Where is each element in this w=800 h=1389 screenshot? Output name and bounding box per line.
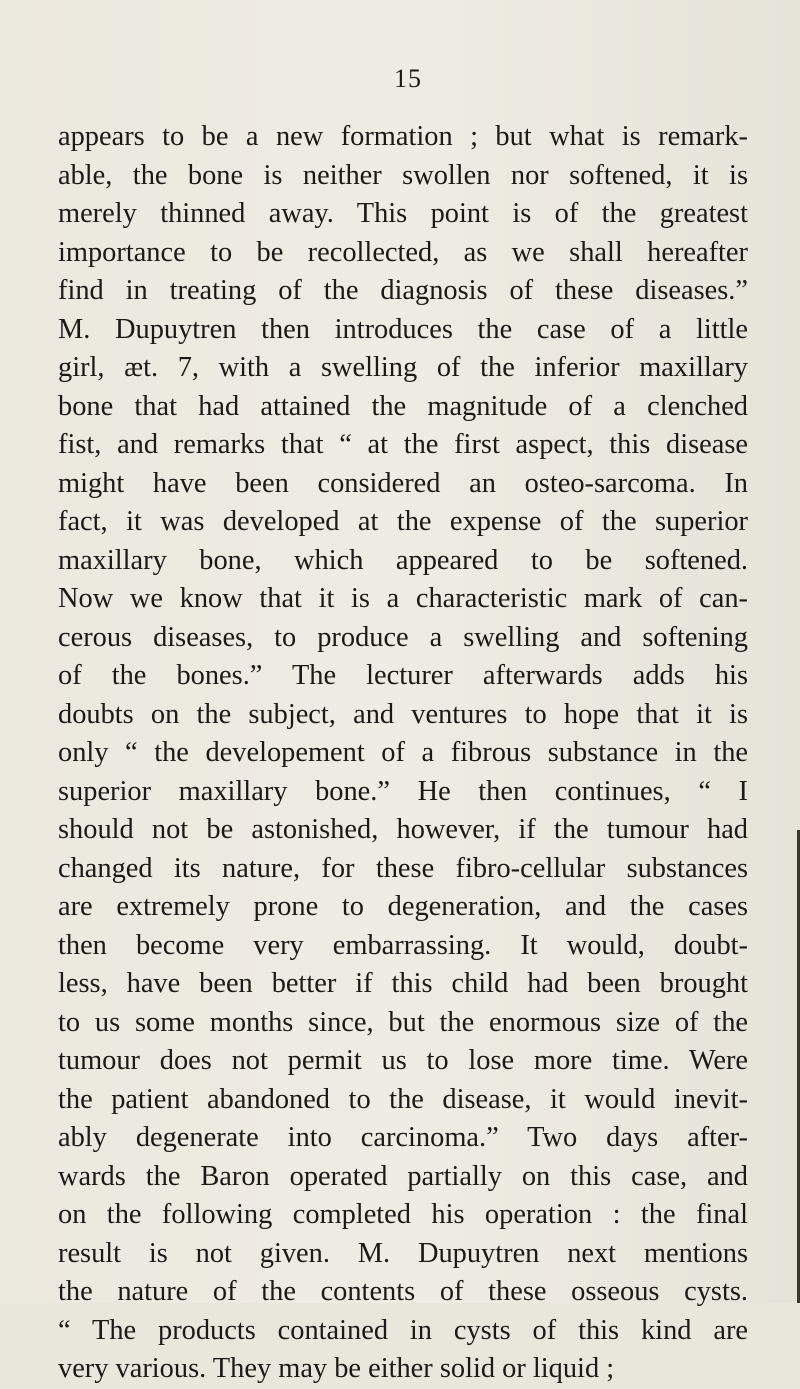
text-line: ably degenerate into carcinoma.” Two days after-: [58, 1122, 748, 1153]
text-line: tumour does not permit us to lose more time. Were: [58, 1045, 748, 1076]
text-line: maxillary bone, which appeared to be softened.: [58, 544, 748, 576]
text-line: doubts on the subject, and ventures to hope that it is: [58, 698, 748, 730]
body-text: [58, 118, 748, 1389]
text-line: girl, æt. 7, with a swelling of the inferior maxillary: [58, 352, 748, 383]
text-line: the patient abandoned to the disease, it would inevit-: [58, 1083, 748, 1115]
text-line: only “ the developement of a fibrous substance in the: [58, 737, 748, 768]
text-line: are extremely prone to degeneration, and the cases: [58, 891, 748, 922]
text-line: bone that had attained the magnitude of a clenched: [58, 390, 748, 422]
text-line: merely thinned away. This point is of the greatest: [58, 198, 748, 229]
page-number: 15: [394, 64, 422, 93]
text-line: very various. They may be either solid or liquid ;: [58, 1353, 615, 1384]
text-line: the nature of the contents of these osseous cysts.: [58, 1276, 748, 1307]
text-line: able, the bone is neither swollen nor softened, it is: [58, 159, 748, 191]
text-line: fist, and remarks that “ at the first aspect, this disease: [58, 429, 748, 460]
text-line: then become very embarrassing. It would, doubt-: [58, 929, 748, 961]
text-line: less, have been better if this child had been brought: [58, 968, 748, 999]
text-line: might have been considered an osteo-sarcoma. In: [58, 467, 748, 499]
text-line: should not be astonished, however, if the tumour had: [58, 814, 748, 845]
text-line: on the following completed his operation : the final: [58, 1199, 748, 1230]
text-line: result is not given. M. Dupuytren next mentions: [58, 1237, 748, 1269]
text-line: to us some months since, but the enormous size of the: [58, 1006, 748, 1038]
text-line: Now we know that it is a characteristic mark of can-: [58, 583, 748, 614]
text-line: find in treating of the diagnosis of these diseases.”: [58, 275, 748, 306]
text-line: changed its nature, for these fibro-cellular substances: [58, 852, 748, 884]
text-line: importance to be recollected, as we shall hereafter: [58, 236, 748, 268]
text-line: cerous diseases, to produce a swelling and softening: [58, 621, 748, 653]
text-line: of the bones.” The lecturer afterwards adds his: [58, 660, 748, 691]
text-line: fact, it was developed at the expense of the superior: [58, 506, 748, 537]
text-line: M. Dupuytren then introduces the case of a little: [58, 313, 748, 345]
text-line: wards the Baron operated partially on this case, and: [58, 1160, 748, 1192]
text-line: appears to be a new formation ; but what is remark-: [58, 121, 748, 152]
text-line: superior maxillary bone.” He then continues, “ I: [58, 775, 748, 807]
text-line: “ The products contained in cysts of this kind are: [58, 1314, 748, 1346]
